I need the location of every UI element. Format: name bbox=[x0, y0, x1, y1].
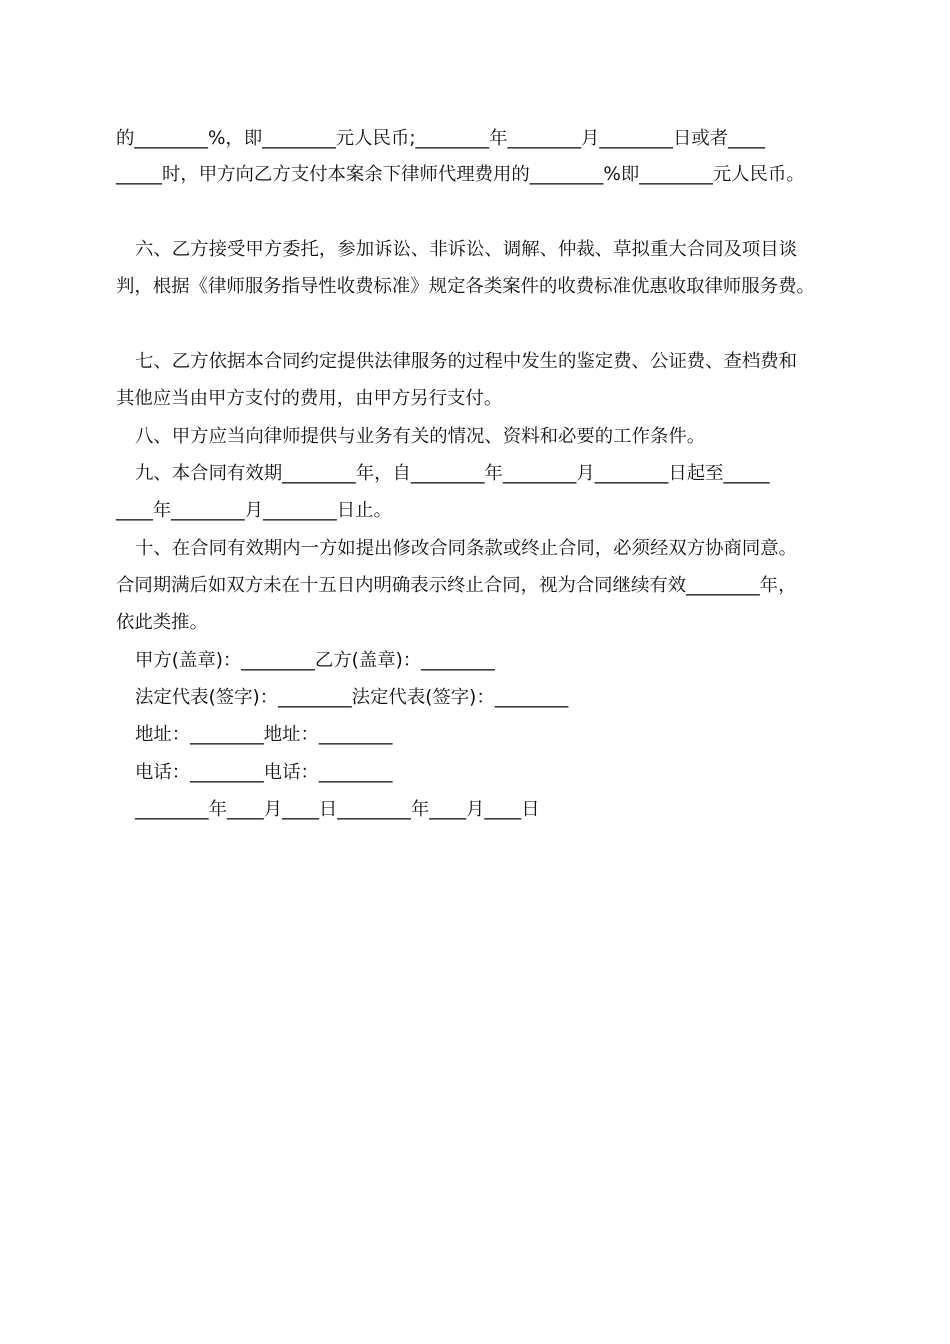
clause-6-line-2: 判，根据《律师服务指导性收费标准》规定各类案件的收费标准优惠收取律师服务费。 bbox=[116, 276, 815, 297]
clause-9-line-1: 九、本合同有效期________年，自________年________月________日起至_____ bbox=[135, 463, 770, 484]
legal-rep-signature-line: 法定代表(签字)：________法定代表(签字)：________ bbox=[135, 687, 569, 708]
date-line: ________年____月____日________年____月____日 bbox=[135, 799, 540, 820]
clause-10-line-1: 十、在合同有效期内一方如提出修改合同条款或终止合同，必须经双方协商同意。 bbox=[135, 538, 798, 559]
clause-7-line-2: 其他应当由甲方支付的费用，由甲方另行支付。 bbox=[116, 388, 503, 409]
address-line: 地址：________地址：________ bbox=[135, 724, 393, 745]
paragraph-5-line-1: 的________%，即________元人民币;________年________月________日或者____ bbox=[116, 128, 765, 149]
clause-10-line-2: 合同期满后如双方未在十五日内明确表示终止合同，视为合同继续有效________年， bbox=[116, 575, 797, 596]
paragraph-5-line-2: _____时，甲方向乙方支付本案余下律师代理费用的________%即________元人民币。 bbox=[116, 164, 805, 185]
clause-7-line-1: 七、乙方依据本合同约定提供法律服务的过程中发生的鉴定费、公证费、查档费和 bbox=[135, 351, 798, 372]
clause-10-line-3: 依此类推。 bbox=[116, 612, 208, 633]
clause-9-line-2: ____年________月________日止。 bbox=[116, 500, 392, 521]
phone-line: 电话：________电话：________ bbox=[135, 762, 393, 783]
party-seal-line: 甲方(盖章)：________乙方(盖章)：________ bbox=[135, 650, 495, 671]
clause-6-line-1: 六、乙方接受甲方委托，参加诉讼、非诉讼、调解、仲裁、草拟重大合同及项目谈 bbox=[135, 239, 798, 260]
clause-8: 八、甲方应当向律师提供与业务有关的情况、资料和必要的工作条件。 bbox=[135, 426, 706, 447]
